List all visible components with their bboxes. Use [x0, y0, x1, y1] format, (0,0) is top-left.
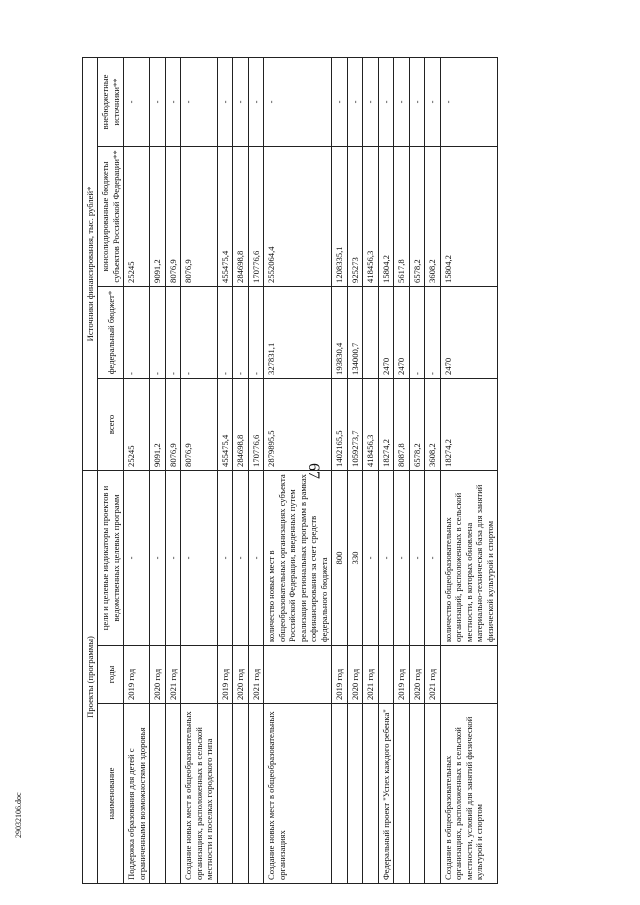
cell-total: 284698,8 [233, 378, 248, 470]
cell-extra: - [150, 57, 165, 146]
cell-extra: - [181, 57, 217, 146]
cell-year: 2021 год [425, 646, 440, 704]
cell-regional: 8076,9 [181, 146, 217, 286]
cell-indicator: - [378, 470, 393, 645]
cell-regional: 15804,2 [440, 146, 497, 286]
cell-total: 2879895,5 [264, 378, 332, 470]
cell-regional: 1208335,1 [332, 146, 347, 286]
col-regional-header: консолидированные бюджеты субъектов Российской Федерации** [98, 146, 124, 286]
cell-federal: - [165, 286, 180, 378]
cell-extra: - [394, 57, 409, 146]
table-row [165, 57, 180, 883]
footer-filename: 29032106.doc [14, 792, 23, 838]
cell-name: Создание в общеобразовательных организациях, расположенных в сельской местности, условий для занятий физической культурой и спортом [440, 704, 497, 884]
cell-extra: - [248, 57, 263, 146]
cell-federal: - [181, 286, 217, 378]
cell-federal: - [248, 286, 263, 378]
col-extra-header: внебюджетные источники** [98, 57, 124, 146]
table-row [378, 57, 393, 883]
cell-extra: - [332, 57, 347, 146]
cell-regional: 925273 [347, 146, 362, 286]
page-number: 67 [305, 463, 322, 479]
table-row [181, 57, 217, 883]
cell-indicator: - [363, 470, 378, 645]
cell-name [150, 704, 165, 884]
cell-name: Федеральный проект "Успех каждого ребенка" [378, 704, 393, 884]
cell-indicator: - [181, 470, 217, 645]
cell-federal [363, 286, 378, 378]
cell-year: 2019 год [124, 646, 150, 704]
cell-indicator: - [165, 470, 180, 645]
cell-extra: - [165, 57, 180, 146]
cell-indicator: количество новых мест в общеобразовательных организациях субъекта Российской Федерации, введенных путем реализации региональных программ в рамках софинансирования за счет средств федерального бюджета [264, 470, 332, 645]
cell-indicator: - [124, 470, 150, 645]
cell-federal: - [150, 286, 165, 378]
cell-extra: - [378, 57, 393, 146]
cell-year: 2021 год [363, 646, 378, 704]
cell-year: 2020 год [150, 646, 165, 704]
cell-year: 2021 год [248, 646, 263, 704]
cell-regional: 6578,2 [409, 146, 424, 286]
cell-indicator: - [248, 470, 263, 645]
cell-extra: - [124, 57, 150, 146]
cell-year [440, 646, 497, 704]
cell-regional: 15804,2 [378, 146, 393, 286]
cell-name [248, 704, 263, 884]
cell-indicator: - [409, 470, 424, 645]
cell-total: 25245 [124, 378, 150, 470]
cell-federal: - [217, 286, 232, 378]
cell-name [394, 704, 409, 884]
cell-total: 6578,2 [409, 378, 424, 470]
cell-name [233, 704, 248, 884]
cell-total: 1402165,5 [332, 378, 347, 470]
cell-year: 2020 год [347, 646, 362, 704]
table-row [394, 57, 409, 883]
table-row [124, 57, 150, 883]
financing-table [82, 57, 498, 884]
cell-extra: - [409, 57, 424, 146]
cell-name [332, 704, 347, 884]
cell-federal: 2470 [378, 286, 393, 378]
cell-indicator: количество общеобразовательных организаций, расположенных в сельской местности, в которых обновлена материально-техническая база для занятий физической культурой и спортом [440, 470, 497, 645]
cell-federal: - [124, 286, 150, 378]
cell-federal: - [409, 286, 424, 378]
cell-total: 8076,9 [165, 378, 180, 470]
cell-indicator: - [217, 470, 232, 645]
cell-name: Поддержка образования для детей с ограниченными возможностями здоровья [124, 704, 150, 884]
col-federal-header: федеральный бюджет* [98, 286, 124, 378]
cell-indicator: - [233, 470, 248, 645]
cell-total: 455475,4 [217, 378, 232, 470]
cell-total: 1059273,7 [347, 378, 362, 470]
cell-extra: - [264, 57, 332, 146]
cell-indicator: - [394, 470, 409, 645]
cell-year: 2019 год [332, 646, 347, 704]
table-row [264, 57, 332, 883]
cell-regional: 455475,4 [217, 146, 232, 286]
cell-regional: 5617,8 [394, 146, 409, 286]
cell-regional: 8076,9 [165, 146, 180, 286]
col-name-header: наименование [98, 704, 124, 884]
cell-total: 170776,6 [248, 378, 263, 470]
cell-total: 18274,2 [440, 378, 497, 470]
table-row [332, 57, 347, 883]
rotated-page [82, 58, 552, 884]
cell-total: 8087,8 [394, 378, 409, 470]
cell-year: 2021 год [165, 646, 180, 704]
cell-extra: - [425, 57, 440, 146]
cell-year: 2019 год [394, 646, 409, 704]
cell-name: Создание новых мест в общеобразовательных организациях [264, 704, 332, 884]
col-years-header: годы [98, 646, 124, 704]
cell-name [347, 704, 362, 884]
cell-total: 18274,2 [378, 378, 393, 470]
cell-federal: - [233, 286, 248, 378]
table-row [425, 57, 440, 883]
cell-total: 9091,2 [150, 378, 165, 470]
cell-federal: 2470 [394, 286, 409, 378]
table-row [347, 57, 362, 883]
cell-federal: 327831,1 [264, 286, 332, 378]
cell-federal: 193830,4 [332, 286, 347, 378]
cell-indicator: - [425, 470, 440, 645]
cell-year: 2020 год [409, 646, 424, 704]
cell-total: 8076,9 [181, 378, 217, 470]
cell-extra: - [347, 57, 362, 146]
cell-year [264, 646, 332, 704]
cell-name [409, 704, 424, 884]
cell-year [378, 646, 393, 704]
col-total-header: всего [98, 378, 124, 470]
cell-indicator: 330 [347, 470, 362, 645]
cell-regional: 284698,8 [233, 146, 248, 286]
projects-group-header: Проекты (программы) [83, 470, 98, 883]
cell-extra: - [233, 57, 248, 146]
cell-regional: 25245 [124, 146, 150, 286]
cell-year: 2019 год [217, 646, 232, 704]
cell-name [165, 704, 180, 884]
cell-extra: - [363, 57, 378, 146]
cell-federal: 134000,7 [347, 286, 362, 378]
table-row [217, 57, 232, 883]
cell-name: Создание новых мест в общеобразовательных организациях, расположенных в сельской местности и поселках городского типа [181, 704, 217, 884]
table-row [363, 57, 378, 883]
cell-regional: 2552064,4 [264, 146, 332, 286]
cell-regional: 170776,6 [248, 146, 263, 286]
cell-name [363, 704, 378, 884]
cell-indicator: 800 [332, 470, 347, 645]
cell-federal: 2470 [440, 286, 497, 378]
table-row [233, 57, 248, 883]
cell-year [181, 646, 217, 704]
cell-name [425, 704, 440, 884]
cell-extra: - [440, 57, 497, 146]
cell-regional: 3608,2 [425, 146, 440, 286]
col-indicators-header: цели и целевые индикаторы проектов и ведомственных целевых программ [98, 470, 124, 645]
table-row [150, 57, 165, 883]
cell-regional: 9091,2 [150, 146, 165, 286]
table-row [440, 57, 497, 883]
cell-name [217, 704, 232, 884]
cell-extra: - [217, 57, 232, 146]
cell-year: 2020 год [233, 646, 248, 704]
table-row [409, 57, 424, 883]
cell-federal: - [425, 286, 440, 378]
cell-total: 418456,3 [363, 378, 378, 470]
cell-regional: 418456,3 [363, 146, 378, 286]
sources-group-header: Источники финансирования, тыс. рублей* [83, 57, 98, 470]
table-row [248, 57, 263, 883]
cell-indicator: - [150, 470, 165, 645]
cell-total: 3608,2 [425, 378, 440, 470]
